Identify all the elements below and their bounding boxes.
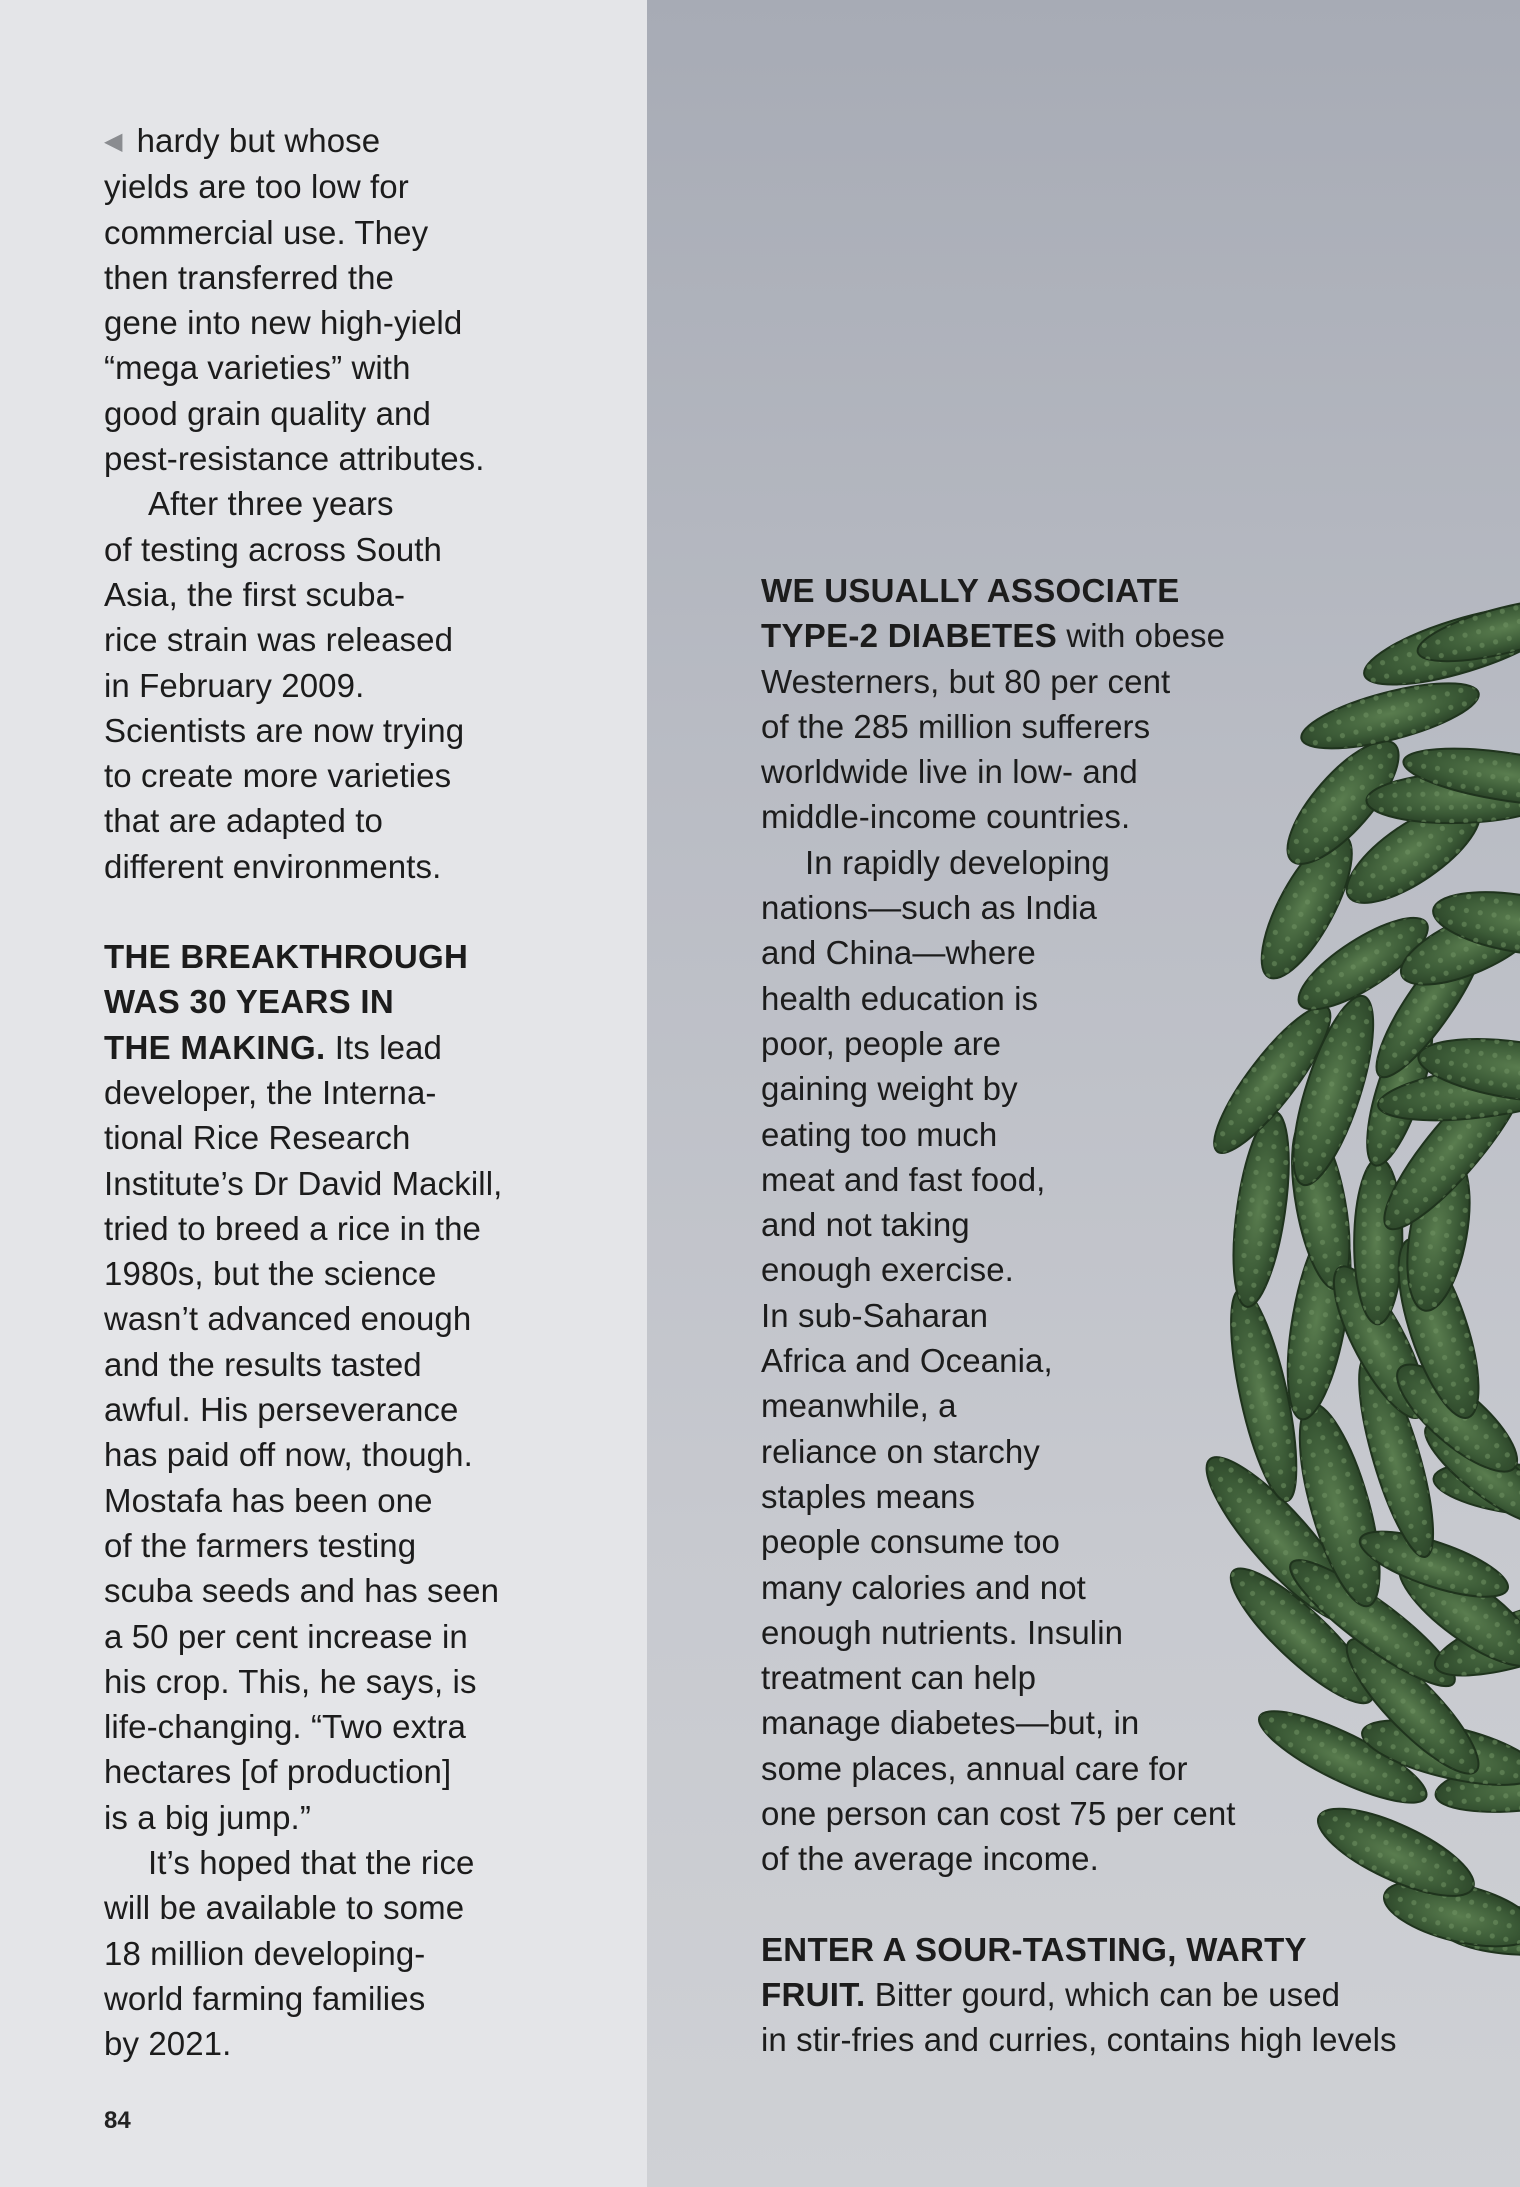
text-line (761, 1021, 1461, 1066)
text-line-content: of the 285 million sufferers (761, 707, 1151, 745)
text-line (104, 1523, 624, 1568)
paragraph-4 (104, 1840, 624, 2066)
text-line-content: meanwhile, a (761, 1387, 957, 1425)
text-line-content: to create more varieties (104, 757, 452, 795)
text-line-content: has paid off now, though. (104, 1436, 473, 1474)
left-text-column (104, 118, 624, 2066)
text-line-content: Africa and Oceania, (761, 1342, 1053, 1380)
text-line (104, 1070, 624, 1115)
text-line (104, 1749, 624, 1794)
text-line-content: of the farmers testing (104, 1526, 417, 1564)
text-line (761, 1972, 1461, 2017)
text-line-content: and China—where (761, 934, 1036, 972)
text-line-content: is a big jump.” (104, 1798, 311, 1836)
text-line (104, 753, 624, 798)
text-line-content: It’s hoped that the rice (148, 1843, 475, 1881)
text-line (761, 1700, 1461, 1745)
text-line (761, 1565, 1461, 1610)
text-line (761, 1112, 1461, 1157)
section-heading-text: THE BREAKTHROUGH (104, 938, 469, 976)
text-line-content: then transferred the (104, 258, 395, 296)
text-line (104, 934, 624, 979)
text-line (104, 663, 624, 708)
text-line (104, 1342, 624, 1387)
section-heading-text: WE USUALLY ASSOCIATE (761, 572, 1180, 609)
text-line (104, 300, 624, 345)
text-line (104, 1432, 624, 1477)
text-line-content: scuba seeds and has seen (104, 1572, 500, 1610)
text-line (761, 1474, 1461, 1519)
text-line-content: people consume too (761, 1523, 1061, 1561)
text-line (761, 1429, 1461, 1474)
text-line-content: enough nutrients. Insulin (761, 1613, 1124, 1651)
text-line-content: 1980s, but the science (104, 1255, 437, 1293)
text-line (761, 568, 1461, 613)
text-line-content: a 50 per cent increase in (104, 1617, 468, 1655)
text-line (104, 164, 624, 209)
text-line-content: Scientists are now trying (104, 711, 465, 749)
text-line (104, 1568, 624, 1613)
text-line (761, 976, 1461, 1021)
text-line-content: “mega varieties” with (104, 349, 411, 387)
text-line (761, 1519, 1461, 1564)
text-line (761, 1293, 1461, 1338)
text-line (104, 391, 624, 436)
text-line (104, 2021, 624, 2066)
text-line (104, 1478, 624, 1523)
continued-arrow-icon: ◀ (104, 128, 123, 155)
section-breakthrough (104, 934, 624, 1840)
text-line-content: in stir-fries and curries, contains high levels (761, 2021, 1397, 2059)
text-line (761, 1247, 1461, 1292)
text-line (104, 1795, 624, 1840)
text-line-content: poor, people are (761, 1024, 1002, 1062)
paragraph-2 (104, 481, 624, 889)
text-line (104, 527, 624, 572)
text-line-content: health education is (761, 979, 1039, 1017)
text-line-content: Institute’s Dr David Mackill, (104, 1164, 503, 1202)
text-line-content: Asia, the first scuba- (104, 575, 406, 613)
text-line-content: different environments. (104, 847, 442, 885)
text-line (104, 1115, 624, 1160)
text-line-content: of testing across South (104, 530, 442, 568)
text-line-content: hardy but whose (136, 122, 381, 159)
text-line (761, 1746, 1461, 1791)
text-line (104, 345, 624, 390)
text-line (761, 840, 1461, 885)
text-line-content: eating too much (761, 1115, 998, 1153)
text-line-content: In sub-Saharan (761, 1296, 989, 1334)
text-line (761, 1655, 1461, 1700)
text-line-content: worldwide live in low- and (761, 753, 1138, 791)
text-line (104, 708, 624, 753)
text-line-content: After three years (148, 485, 394, 523)
text-line-content: staples means (761, 1477, 976, 1515)
text-line (104, 1025, 624, 1070)
section-heading-text: TYPE-2 DIABETES (761, 617, 1058, 655)
text-line (104, 1931, 624, 1976)
text-line-content: pest-resistance attributes. (104, 440, 485, 478)
text-line-content: Mostafa has been one (104, 1481, 433, 1519)
paragraph-gap (761, 1882, 1461, 1927)
text-line-content: tional Rice Research (104, 1119, 411, 1157)
section-heading-text: WAS 30 YEARS IN (104, 983, 394, 1021)
text-line-content: good grain quality and (104, 394, 431, 432)
text-line-content: gene into new high-yield (104, 304, 463, 342)
text-line (104, 798, 624, 843)
text-line-content: manage diabetes—but, in (761, 1704, 1140, 1742)
right-text-column (761, 568, 1461, 2063)
paragraph-1 (104, 118, 624, 481)
text-line-content: some places, annual care for (761, 1749, 1188, 1787)
text-line (104, 1840, 624, 1885)
text-line (761, 1791, 1461, 1836)
text-line-content: and not taking (761, 1206, 970, 1244)
text-line (761, 749, 1461, 794)
text-line (761, 930, 1461, 975)
text-line-content: of the average income. (761, 1840, 1099, 1878)
text-line (104, 844, 624, 889)
text-line-content: gaining weight by (761, 1070, 1018, 1108)
text-line-content: treatment can help (761, 1659, 1037, 1697)
text-line (104, 979, 624, 1024)
text-line-content: that are adapted to (104, 802, 383, 840)
text-line-content: Westerners, but 80 per cent (761, 662, 1171, 700)
text-line-content: 18 million developing- (104, 1934, 426, 1972)
text-line-content: with obese (1057, 617, 1226, 655)
text-line (104, 1161, 624, 1206)
text-line-content: reliance on starchy (761, 1432, 1040, 1470)
text-line-content: nations—such as India (761, 889, 1097, 927)
text-line (104, 436, 624, 481)
section-heading-text: ENTER A SOUR-TASTING, WARTY (761, 1930, 1307, 1968)
text-line-content: enough exercise. (761, 1251, 1014, 1289)
paragraph-gap (104, 889, 624, 934)
paragraph-developing-nations (761, 840, 1461, 1882)
text-line (761, 1836, 1461, 1881)
text-line-content: life-changing. “Two extra (104, 1708, 467, 1746)
text-line-content: Bitter gourd, which can be used (865, 1975, 1341, 2013)
text-line-content: meat and fast food, (761, 1160, 1046, 1198)
text-line (104, 617, 624, 662)
text-line (761, 1927, 1461, 1972)
text-line (761, 704, 1461, 749)
section-bitter-gourd (761, 1927, 1461, 2063)
text-line (761, 1338, 1461, 1383)
text-line (104, 1296, 624, 1341)
text-line (761, 1202, 1461, 1247)
text-line-content: yields are too low for (104, 168, 409, 206)
text-line-content: by 2021. (104, 2025, 232, 2063)
text-line (104, 1704, 624, 1749)
text-line (761, 1383, 1461, 1428)
text-line (104, 1206, 624, 1251)
text-line-content: hectares [of production] (104, 1753, 452, 1791)
text-line-content: Its lead (325, 1028, 442, 1066)
text-line (104, 1659, 624, 1704)
text-line (104, 1885, 624, 1930)
section-heading-text: THE MAKING. (104, 1028, 326, 1066)
page-number: 84 (104, 2107, 131, 2134)
text-line-content: will be available to some (104, 1889, 465, 1927)
text-line (104, 210, 624, 255)
text-line-content: in February 2009. (104, 666, 365, 704)
text-line (761, 885, 1461, 930)
text-line (761, 1157, 1461, 1202)
text-line (104, 1251, 624, 1296)
section-heading-text: FRUIT. (761, 1975, 866, 2013)
text-line-content: tried to breed a rice in the (104, 1209, 482, 1247)
text-line-content: rice strain was released (104, 621, 454, 659)
text-line-content: In rapidly developing (805, 843, 1110, 881)
text-line (104, 572, 624, 617)
text-line (104, 255, 624, 300)
text-line-content: one person can cost 75 per cent (761, 1795, 1236, 1833)
text-line-content: and the results tasted (104, 1345, 422, 1383)
text-line (104, 481, 624, 526)
text-line (761, 613, 1461, 658)
section-diabetes (761, 568, 1461, 840)
text-line-content: wasn’t advanced enough (104, 1300, 472, 1338)
text-line-content: developer, the Interna- (104, 1073, 437, 1111)
text-line (761, 794, 1461, 839)
text-line-content: middle-income countries. (761, 798, 1131, 836)
text-line-content: commercial use. They (104, 213, 429, 251)
text-line (761, 1610, 1461, 1655)
text-line (104, 1614, 624, 1659)
text-line (761, 2017, 1461, 2062)
text-line (104, 1387, 624, 1432)
text-line (104, 118, 624, 164)
text-line (104, 1976, 624, 2021)
text-line-content: awful. His perseverance (104, 1391, 459, 1429)
text-line-content: world farming families (104, 1979, 426, 2017)
text-line (761, 659, 1461, 704)
text-line-content: his crop. This, he says, is (104, 1662, 477, 1700)
text-line-content: many calories and not (761, 1568, 1086, 1606)
text-line (761, 1066, 1461, 1111)
